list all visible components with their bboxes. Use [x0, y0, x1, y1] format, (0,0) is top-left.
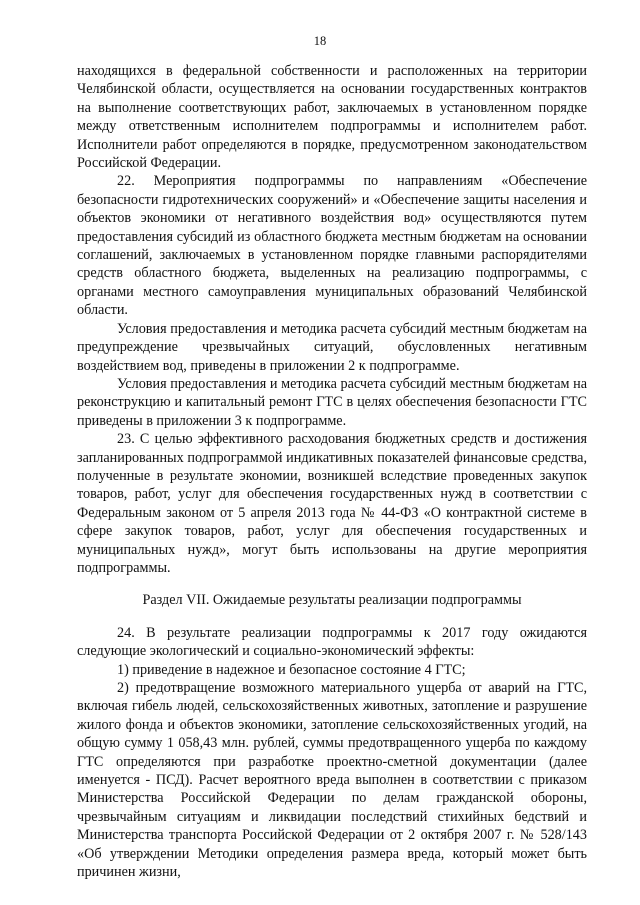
section-heading: Раздел VII. Ожидаемые результаты реализации подпрограммы	[142, 592, 522, 609]
paragraph-24-expected-effects: 24. В результате реализации подпрограммы к 2017 году ожидаются следующие экологический и социально-экономический эффекты:	[77, 624, 587, 660]
document-body	[77, 62, 587, 881]
paragraph-23-savings: 23. С целью эффективного расходования бюджетных средств и достижения запланированных подпрограммой индикативных показателей финансовые средства, полученные в результате экономии, возникшей вследствие проведенных закупок товаров, работ, услуг для обеспечения государственных нужд в соответствии с Федеральным законом от 5 апреля 2013 года № 44-ФЗ «О контрактной системе в сфере закупок товаров, работ, услуг для обеспечения государственных и муниципальных нужд», могут быть использованы на другие мероприятия подпрограммы.	[77, 431, 587, 576]
page-number: 18	[313, 34, 327, 48]
paragraph-subsidy-conditions-gts-repair: Условия предоставления и методика расчета субсидий местным бюджетам на реконструкцию и капитальный ремонт ГТС в целях обеспечения безопасности ГТС приведены в приложении 3 к подпрограмме.	[77, 375, 587, 429]
paragraph-subsidy-conditions-emergencies: Условия предоставления и методика расчета субсидий местным бюджетам на предупреждение чрезвычайных ситуаций, обусловленных негативным воздействием вод, приведены в приложении 2 к подпрограмме.	[77, 320, 587, 374]
paragraph-contracts-continuation: находящихся в федеральной собственности и расположенных на территории Челябинской области, осуществляется на основании государственных контрактов на выполнение соответствующих работ, заключаемых в установленном порядке между ответственным исполнителем подпрограммы и исполнителем работ. Исполнители работ определяются в порядке, предусмотренном законодательством Российской Федерации.	[77, 63, 587, 172]
paragraph-22-subsidies: 22. Мероприятия подпрограммы по направлениям «Обеспечение безопасности гидротехнических сооружений» и «Обеспечение защиты населения и объектов экономики от негативного воздействия вод» осуществляются путем предоставления субсидий из областного бюджета местным бюджетам на основании соглашений, заключаемых в установленном порядке главными распорядителями средств областного бюджета, выделенных на реализацию подпрограммы, с органами местного самоуправления муниципальных образований Челябинской области.	[77, 173, 587, 319]
list-item-1: 1) приведение в надежное и безопасное состояние 4 ГТС;	[117, 661, 466, 678]
list-item-2: 2) предотвращение возможного материального ущерба от аварий на ГТС, включая гибель людей, сельскохозяйственных животных, затопление и разрушение жилого фонда и объектов экономики, затопление сельскохозяйственных угодий, на общую сумму 1 058,43 млн. рублей, суммы предотвращенного ущерба по каждому ГТС определяются при разработке проектно-сметной документации (далее именуется - ПСД). Расчет вероятного вреда выполнен в соответствии с приказом Министерства Российской Федерации по делам гражданской обороны, чрезвычайным ситуациям и ликвидации последствий стихийных бедствий и Министерства транспорта Российской Федерации от 2 октября 2007 г. № 528/143 «Об утверждении Методики определения размера вреда, который может быть причинен жизни,	[77, 680, 587, 881]
